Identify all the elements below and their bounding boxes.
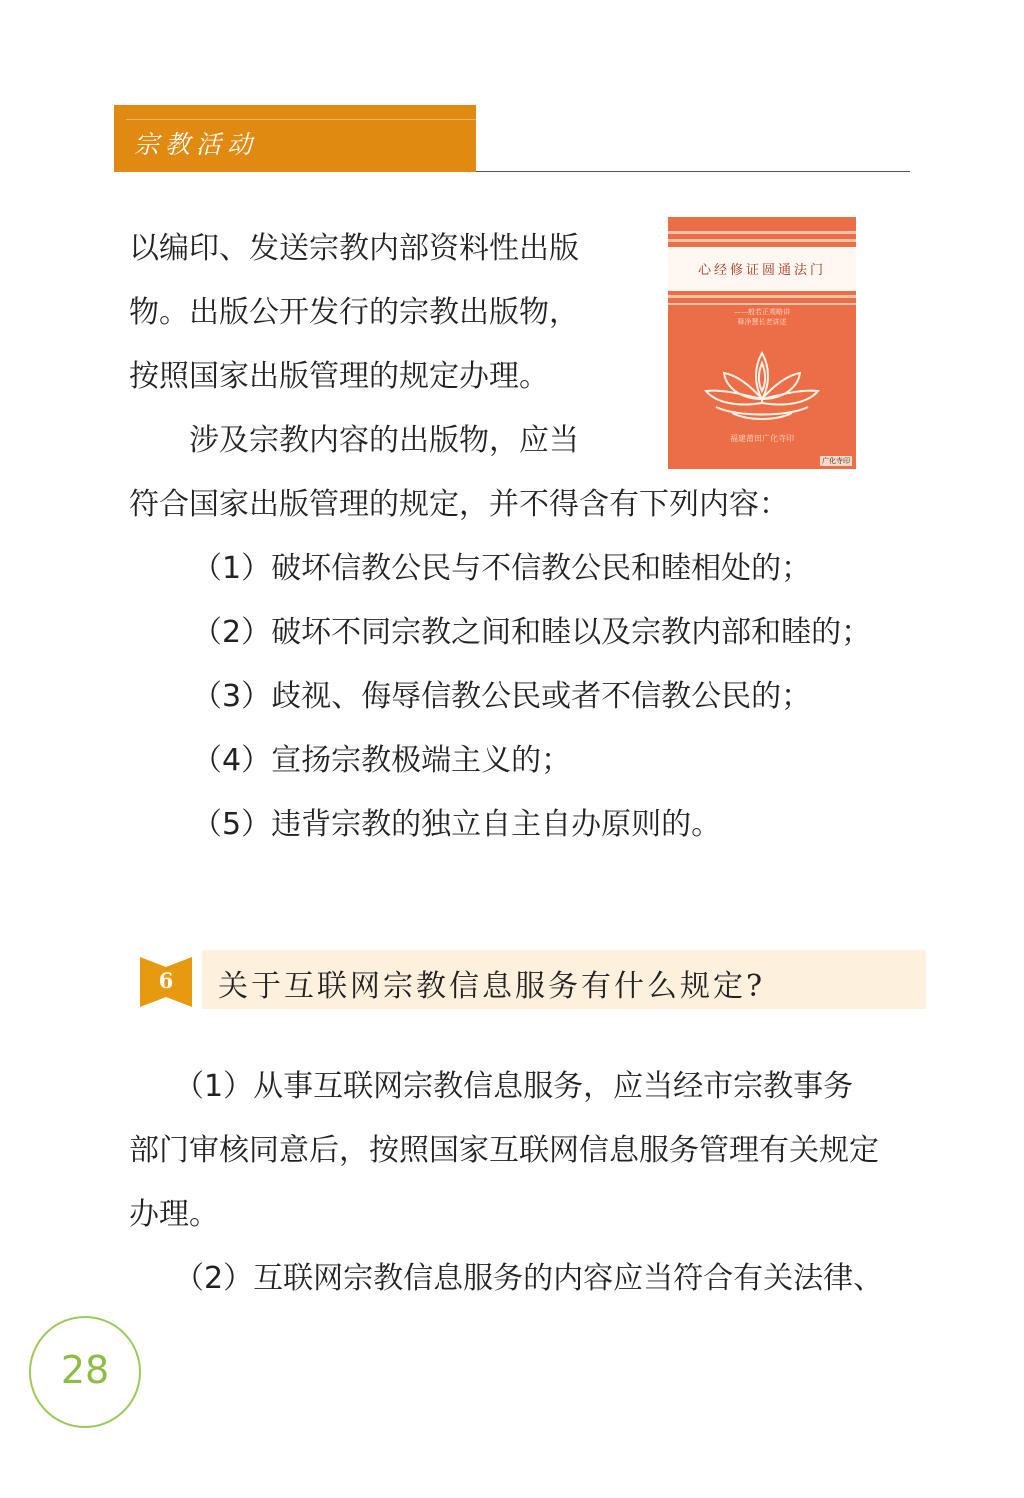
body-line: 物。出版公开发行的宗教出版物，	[129, 295, 579, 330]
cover-stripe	[668, 231, 856, 234]
lotus-icon	[696, 345, 828, 423]
list-item: （3）歧视、侮辱信教公民或者不信教公民的；	[192, 679, 812, 714]
list-item: （2）破坏不同宗教之间和睦以及宗教内部和睦的；	[192, 615, 872, 650]
body-line: （2）互联网宗教信息服务的内容应当符合有关法律、	[129, 1261, 884, 1296]
question-heading-bar	[202, 950, 926, 1009]
body-line: 部门审核同意后，按照国家互联网信息服务管理有关规定	[129, 1133, 879, 1168]
body-bottom-paragraph	[129, 1055, 883, 1311]
book-cover-image	[668, 217, 856, 469]
banner-inner-line	[126, 119, 476, 120]
book-subtitle: ——般若正观略讲	[734, 308, 790, 316]
question-number: 6	[158, 968, 174, 993]
body-line: 按照国家出版管理的规定办理。	[129, 359, 549, 394]
cover-stripe	[668, 303, 856, 305]
prohibited-content-list	[192, 537, 871, 857]
body-line: 涉及宗教内容的出版物，应当	[129, 423, 579, 458]
body-line: （1）从事互联网宗教信息服务，应当经市宗教事务	[129, 1069, 854, 1104]
book-corner-tag: 广化寺印	[822, 457, 850, 465]
body-line: 办理。	[129, 1197, 219, 1232]
book-publisher: 福建莆田广化寺印	[730, 434, 794, 443]
body-line: 符合国家出版管理的规定，并不得含有下列内容：	[129, 487, 789, 522]
question-heading: 关于互联网宗教信息服务有什么规定?	[218, 969, 766, 1004]
book-title: 心经修证圆通法门	[697, 263, 826, 278]
page-number: 28	[60, 1348, 110, 1392]
section-header-banner	[114, 105, 476, 172]
cover-stripe	[668, 295, 856, 298]
header-rule	[476, 171, 910, 172]
page-number-circle	[29, 1316, 141, 1428]
cover-stripe	[668, 239, 856, 242]
list-item: （5）违背宗教的独立自主自办原则的。	[192, 807, 722, 842]
body-line: 以编印、发送宗教内部资料性出版	[129, 231, 579, 266]
book-author: 释净慧长老讲述	[737, 318, 787, 326]
list-item: （4）宣扬宗教极端主义的；	[192, 743, 572, 778]
section-title: 宗教活动	[134, 130, 259, 159]
list-item: （1）破坏信教公民与不信教公民和睦相处的；	[192, 551, 812, 586]
